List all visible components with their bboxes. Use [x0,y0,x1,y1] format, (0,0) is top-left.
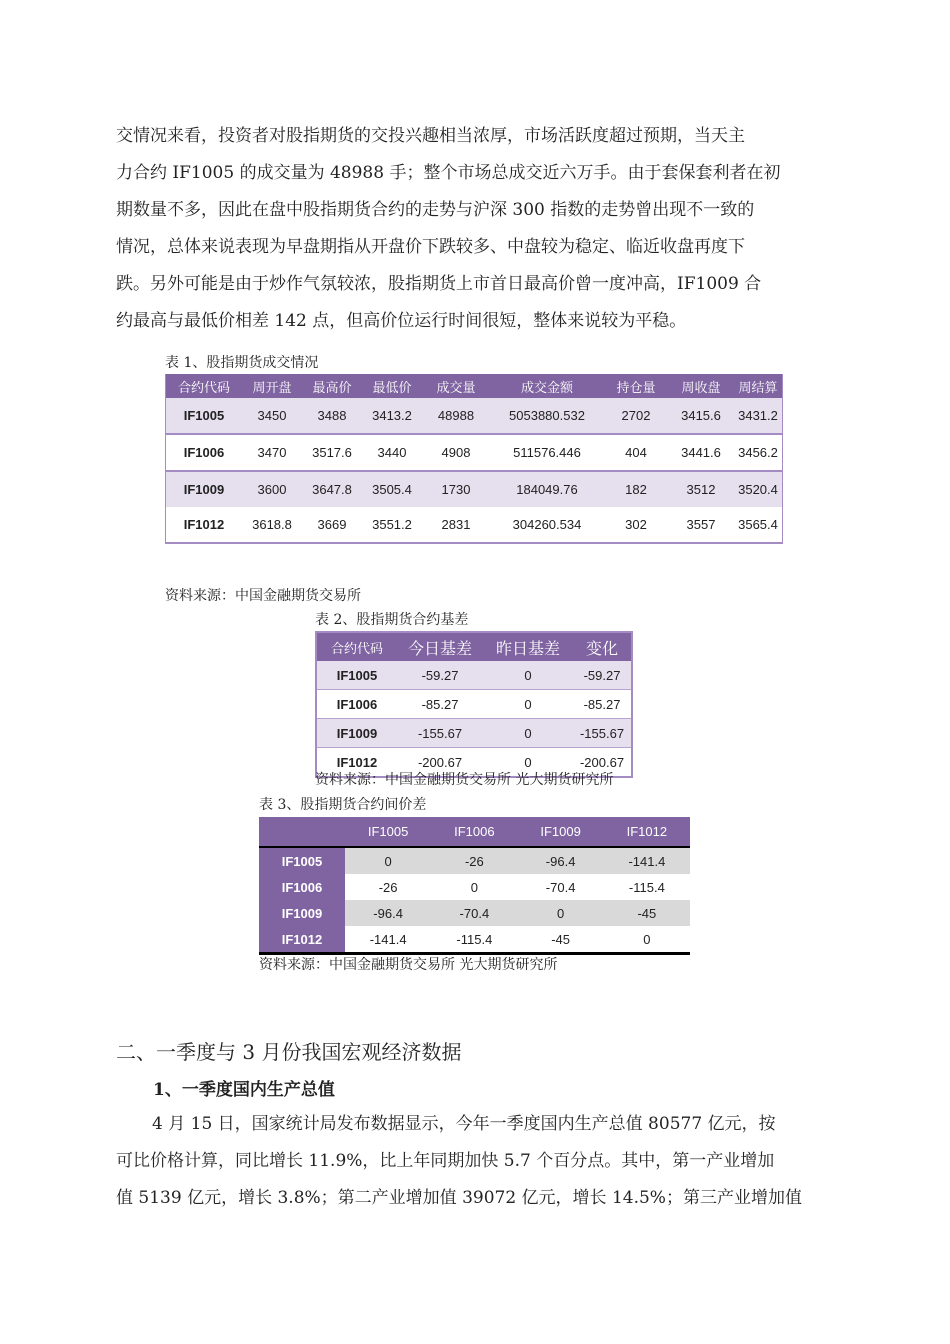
table-header-cell: IF1009 [518,817,604,847]
table-row [259,847,690,874]
table-cell: 3470 [242,434,302,471]
row-header-cell: IF1009 [259,900,345,926]
table-cell: 3669 [317,517,347,532]
table2-caption: 表 2、股指期货合约基差 [315,612,469,628]
table2-source: 资料来源：中国金融期货交易所 光大期货研究所 [315,772,614,788]
row-header-cell: IF1006 [259,874,345,900]
table-cell: -155.67 [397,719,483,748]
table-row [316,661,632,690]
table-cell: -45 [551,931,571,947]
table-header-cell: 成交金额 [490,374,604,398]
table-cell: 0 [643,931,651,947]
table-cell: 4908 [422,434,490,471]
table-header-row [259,817,690,847]
text-line: 情况，总体来说表现为早盘期指从开盘价下跌较多、中盘较为稳定、临近收盘再度下 [116,237,745,257]
table-cell: IF1009 [316,719,397,748]
table-cell: 3431.2 [734,398,783,434]
table-cell: -70.4 [431,900,517,926]
table-cell: 0 [345,847,431,874]
table-cell: 3440 [362,434,422,471]
table3-source: 资料来源：中国金融期货交易所 光大期货研究所 [259,957,558,973]
table-cell: 3517.6 [302,434,362,471]
table-cell: -141.4 [604,847,690,874]
table-cell: 0 [483,719,573,748]
table-cell: -26 [378,879,398,895]
table-header-cell: IF1012 [604,817,690,847]
gdp-paragraph [116,1106,836,1217]
table3-caption: 表 3、股指期货合约间价差 [259,797,427,813]
table2-basis [315,631,633,778]
table-header-cell: IF1005 [345,817,431,847]
table-header-cell: 成交量 [422,374,490,398]
table-header-cell: 周开盘 [242,374,302,398]
table-cell: 3415.6 [668,398,734,434]
table-cell: 3647.8 [302,471,362,507]
text-line: 可比价格计算，同比增长 11.9%，比上年同期加快 5.7 个百分点。其中，第一产业增加 [116,1151,775,1171]
table-row [166,434,783,471]
row-header-cell: IF1005 [259,847,345,874]
text-line: 期数量不多，因此在盘中股指期货合约的走势与沪深 300 指数的走势曾出现不一致的 [116,200,755,220]
table-cell: 3488 [302,398,362,434]
table-cell: 3450 [242,398,302,434]
table-cell: 0 [483,661,573,690]
table-cell: 3441.6 [668,434,734,471]
table-cell: 404 [604,434,668,471]
row-header-cell: IF1012 [259,926,345,954]
table-cell: 0 [483,748,573,778]
text-line: 力合约 IF1005 的成交量为 48988 手；整个市场总成交近六万手。由于套保套利者在初 [116,163,781,183]
table-cell: 3557 [686,517,716,532]
table-cell: 0 [518,900,604,926]
table-cell: 304260.534 [512,517,582,532]
table-cell: -26 [431,847,517,874]
table-header-cell: IF1006 [431,817,517,847]
table-cell: IF1005 [316,661,397,690]
table-cell: 0 [483,690,573,719]
table-header-cell: 最高价 [302,374,362,398]
table-header-row [316,632,632,661]
table-cell: IF1006 [166,434,243,471]
table-cell: IF1009 [166,471,243,507]
table-header-cell [259,817,345,847]
table-cell: 3456.2 [734,434,783,471]
table-header-cell: 昨日基差 [483,632,573,661]
table-cell: 184049.76 [490,471,604,507]
table-cell: 511576.446 [490,434,604,471]
table-header-cell: 今日基差 [397,632,483,661]
table-header-cell: 合约代码 [316,632,397,661]
table-cell: 182 [604,471,668,507]
table-cell: -115.4 [628,879,665,895]
table-cell: -115.4 [456,931,493,947]
table-cell: 5053880.532 [490,398,604,434]
table-cell: -141.4 [369,931,407,947]
table-cell: 302 [625,517,647,532]
table-cell: IF1006 [316,690,397,719]
table-cell: -85.27 [397,690,483,719]
text-line: 约最高与最低价相差 142 点，但高价位运行时间很短，整体来说较为平稳。 [116,311,687,331]
table-cell: 3520.4 [734,471,783,507]
table-cell: IF1012 [183,517,225,532]
intro-paragraph [116,118,836,340]
table-cell: 1730 [422,471,490,507]
table-row [259,874,690,900]
table-cell: -70.4 [545,879,576,895]
table-cell: IF1012 [316,748,397,778]
table-cell: 3600 [242,471,302,507]
table-cell: 3551.2 [372,517,412,532]
table-cell: -59.27 [397,661,483,690]
table-cell: 3413.2 [362,398,422,434]
table-cell: 0 [470,879,478,895]
table-row [259,900,690,926]
text-line: 4 月 15 日，国家统计局发布数据显示，今年一季度国内生产总值 80577 亿元，按 [152,1114,776,1134]
subsection-heading: 1、一季度国内生产总值 [153,1080,335,1100]
table-cell: -45 [604,900,690,926]
table-cell: -200.67 [573,748,632,778]
table1-source: 资料来源：中国金融期货交易所 [165,588,361,604]
table-row [166,471,783,507]
text-line: 跌。另外可能是由于炒作气氛较浓，股指期货上市首日最高价曾一度冲高，IF1009 合 [116,274,762,294]
table-header-cell: 周结算 [734,374,783,398]
table-cell: -155.67 [573,719,632,748]
table-header-cell: 合约代码 [166,374,243,398]
table-header-cell: 周收盘 [668,374,734,398]
text-line: 值 5139 亿元，增长 3.8%；第二产业增加值 39072 亿元，增长 14.5%；第三产业增加值 [116,1188,802,1208]
table-cell: -200.67 [397,748,483,778]
table-cell: 3565.4 [738,517,778,532]
text-line: 交情况来看，投资者对股指期货的交投兴趣相当浓厚，市场活跃度超过预期，当天主 [116,126,745,146]
table-row [166,398,783,434]
table-row [166,507,783,543]
table-header-cell: 变化 [573,632,632,661]
table-cell: IF1005 [166,398,243,434]
table-header-row [166,374,783,398]
table-cell: 3505.4 [362,471,422,507]
section-heading: 二、一季度与 3 月份我国宏观经济数据 [116,1040,462,1064]
table-cell: 2831 [441,517,471,532]
table-cell: 2702 [604,398,668,434]
table-cell: 48988 [422,398,490,434]
table1-trading-summary [165,374,783,544]
table-cell: -59.27 [573,661,632,690]
table-cell: -96.4 [518,847,604,874]
table-header-cell: 最低价 [362,374,422,398]
table-cell: -85.27 [573,690,632,719]
table-cell: 3618.8 [252,517,292,532]
table3-spread-matrix [259,817,690,955]
table-row [316,690,632,719]
table-header-cell: 持仓量 [604,374,668,398]
table-cell: -96.4 [345,900,431,926]
table1-caption: 表 1、股指期货成交情况 [165,355,319,371]
table-row [259,926,690,954]
table-row [316,719,632,748]
table-cell: 3512 [668,471,734,507]
